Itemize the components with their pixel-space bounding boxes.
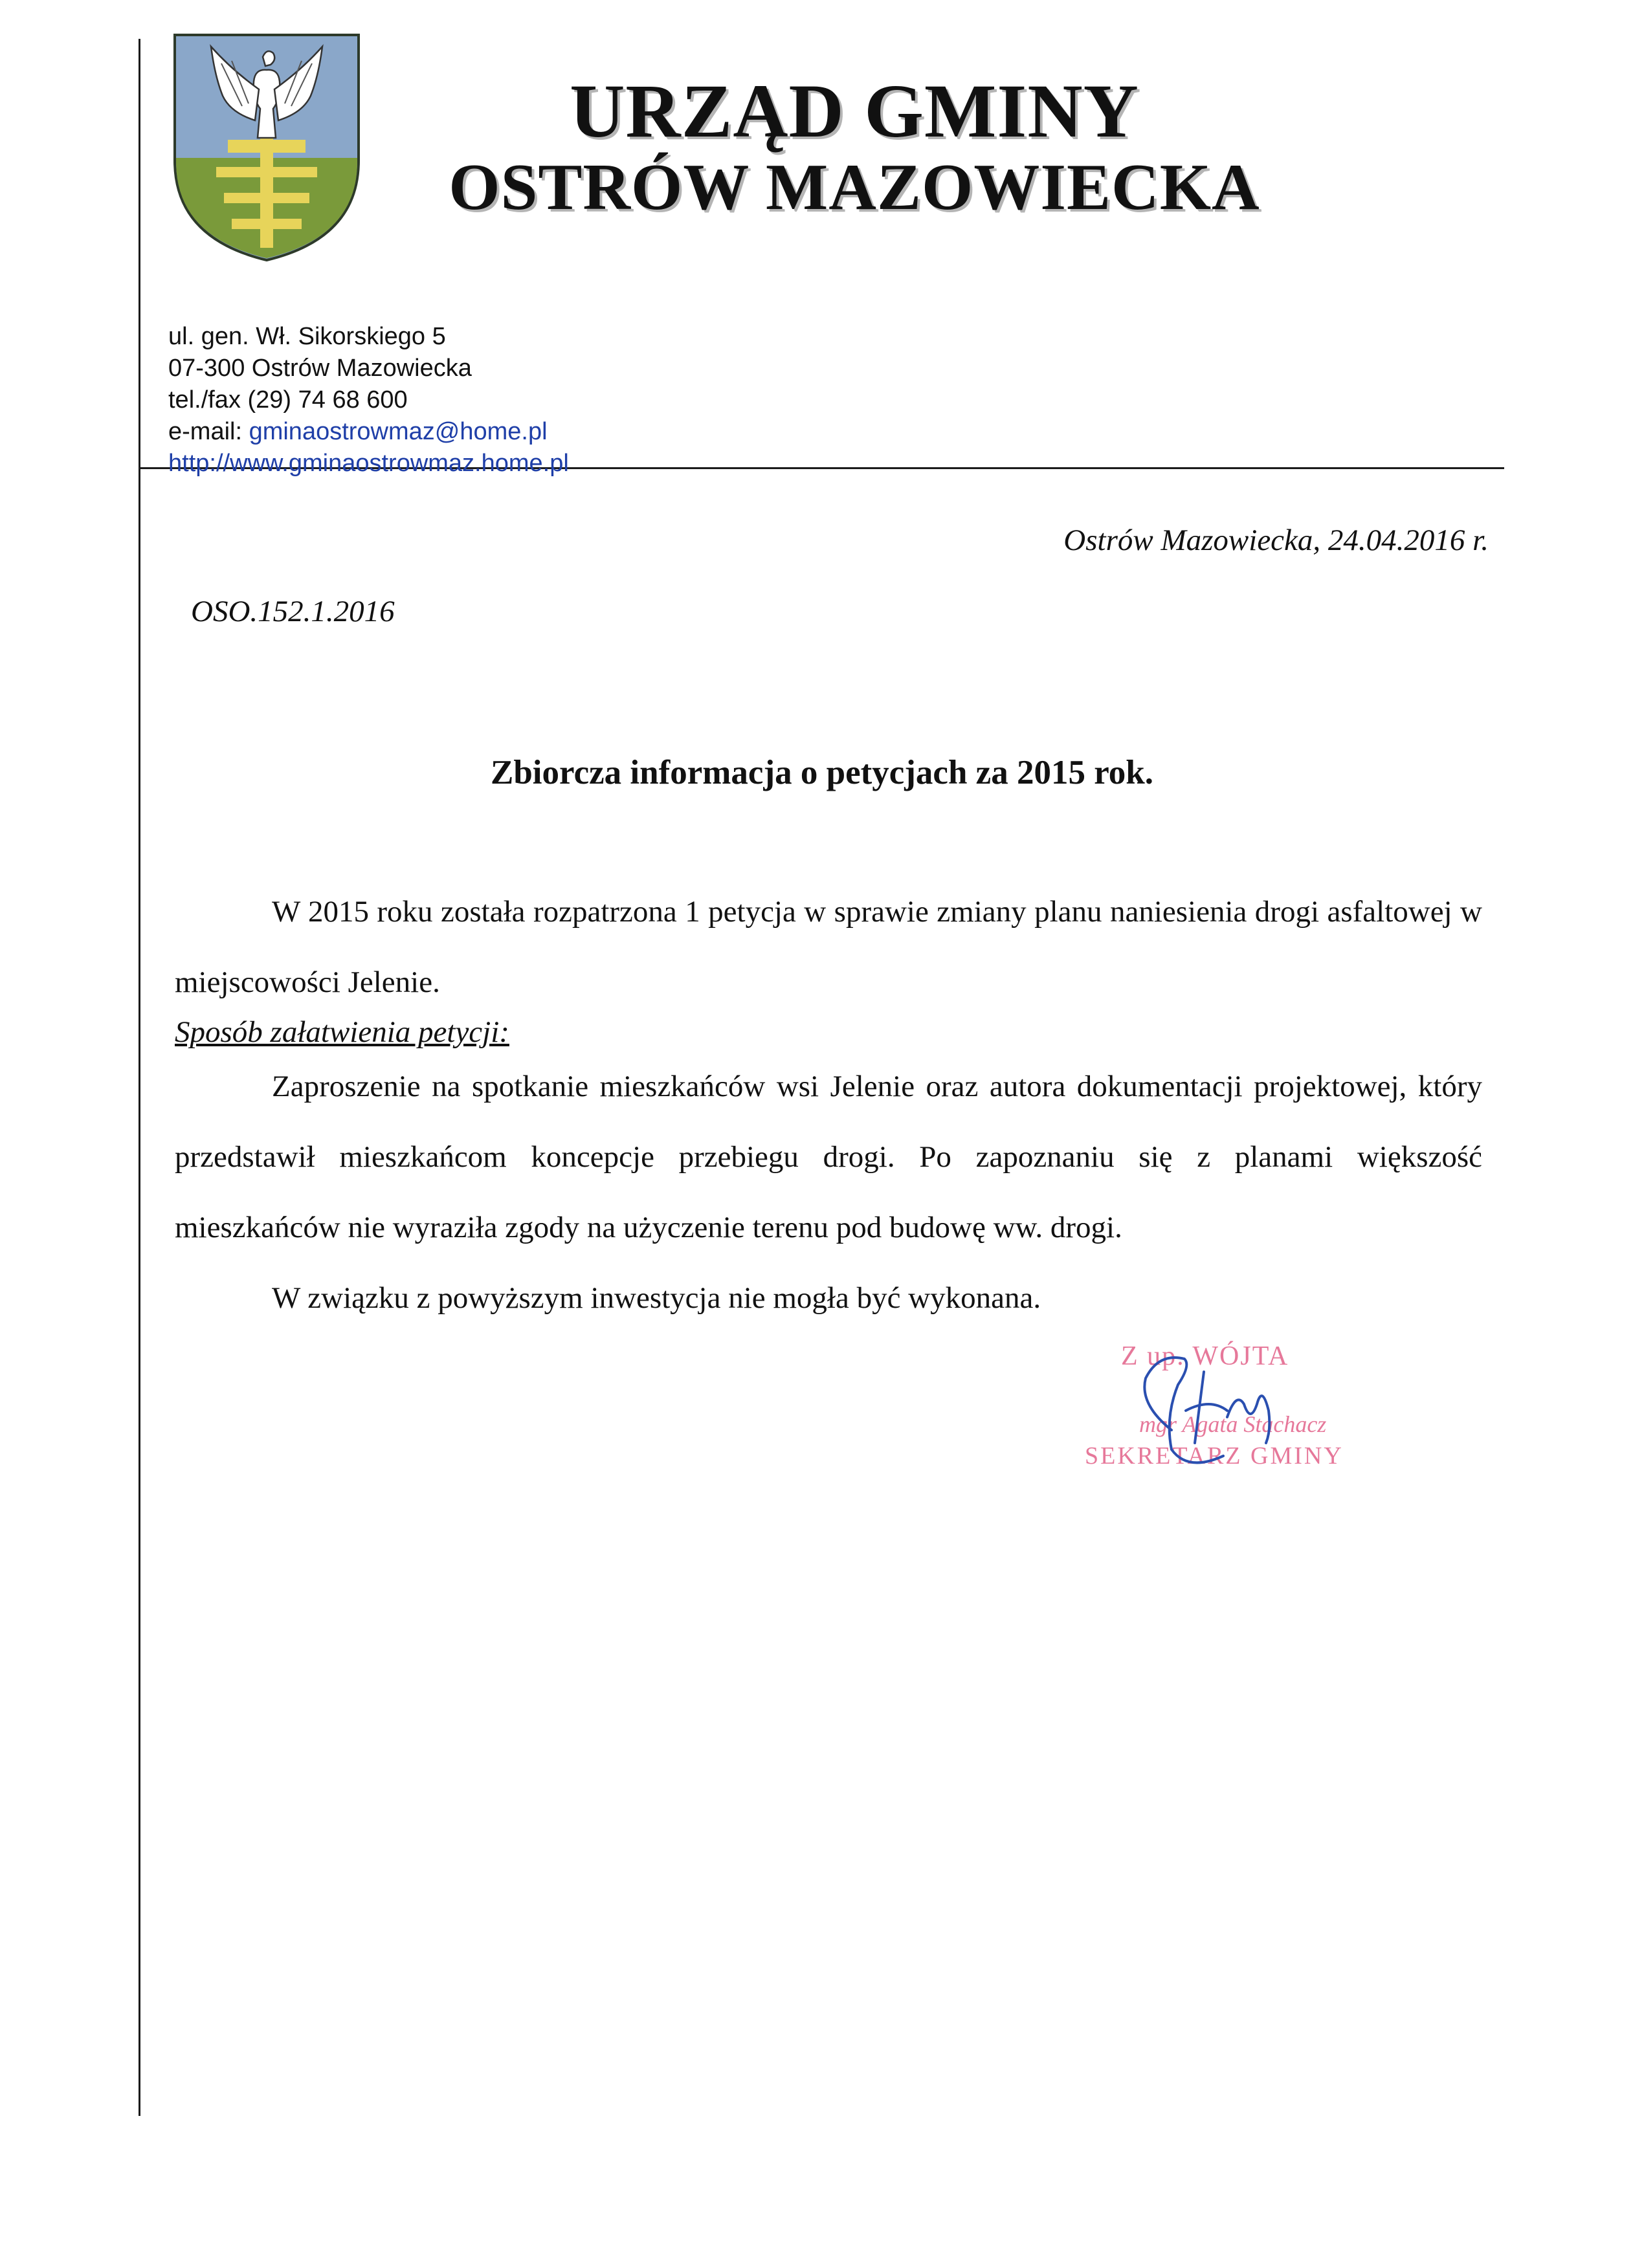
street-address: ul. gen. Wł. Sikorskiego 5 (168, 323, 446, 350)
section-heading: Sposób załatwienia petycji: (175, 1015, 509, 1049)
document-title: Zbiorcza informacja o petycjach za 2015 rok. (490, 754, 1153, 791)
address-block (168, 321, 569, 479)
phone-fax: tel./fax (29) 74 68 600 (168, 386, 408, 413)
left-margin-rule (139, 39, 140, 2116)
office-name-line2: OSTRÓW MAZOWIECKA (449, 151, 1260, 225)
website-link[interactable]: http://www.gminaostrowmaz.home.pl (168, 450, 569, 477)
paragraph-conclusion: W związku z powyższym inwestycja nie mogła być wykonana. (272, 1281, 1041, 1315)
email-link[interactable]: gminaostrowmaz@home.pl (249, 418, 548, 445)
email-line (168, 416, 569, 448)
office-name-line1: URZĄD GMINY (570, 69, 1139, 153)
official-stamp (1074, 1320, 1385, 1514)
date-place: Ostrów Mazowiecka, 24.04.2016 r. (1063, 523, 1489, 557)
stamp-name-line: mgr Agata Stachacz (1139, 1411, 1327, 1437)
letter-body (175, 877, 1482, 1334)
handwritten-signature (1074, 1320, 1385, 1514)
eagle-coat-of-arms-icon (170, 31, 364, 264)
city-postcode: 07-300 Ostrów Mazowiecka (168, 355, 472, 382)
stamp-position-line: SEKRETARZ GMINY (1085, 1442, 1344, 1470)
email-label: e-mail: (168, 418, 249, 445)
paragraph-petition-summary: W 2015 roku została rozpatrzona 1 petycja w sprawie zmiany planu naniesienia drogi asfaltowej w miejscowości Jelenie. (175, 895, 1482, 999)
office-name (362, 70, 1346, 224)
stamp-authority-line: Z up. WÓJTA (1121, 1341, 1289, 1371)
paragraph-resolution: Zaproszenie na spotkanie mieszkańców wsi Jelenie oraz autora dokumentacji projektowej, który przedstawił mieszkańcom koncepcje przebiegu drogi. Po zapoznaniu się z planami większość mieszkańców nie wyraziła zgody na użyczenie terenu pod budowę ww. drogi. (175, 1070, 1482, 1244)
reference-number: OSO.152.1.2016 (191, 595, 395, 628)
